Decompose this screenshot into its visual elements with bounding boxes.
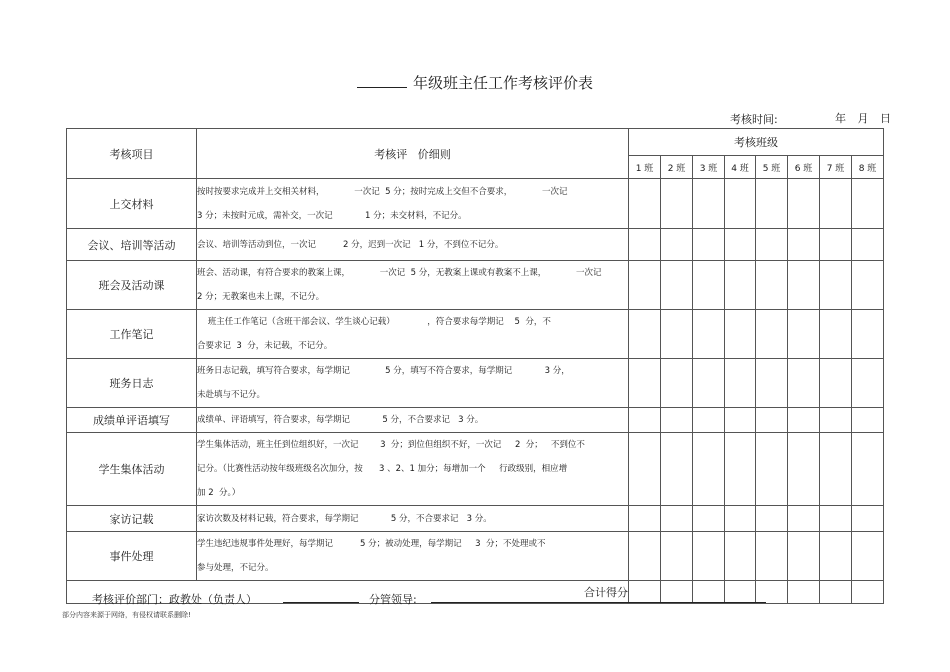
score-cell[interactable] [725, 310, 756, 359]
score-cell[interactable] [725, 408, 756, 433]
rule-line: 班务日志记载，填写符合要求，每学期记 5 分，填写不符合要求，每学期记 3 分， [197, 366, 570, 376]
header-rule: 考核评 价细则 [197, 129, 629, 179]
table-row [67, 310, 884, 359]
score-cell[interactable] [820, 506, 852, 532]
row-item: 家访记载 [67, 506, 197, 532]
table-row [67, 532, 884, 581]
score-cell[interactable] [629, 532, 661, 581]
score-cell[interactable] [693, 359, 725, 408]
table-row [67, 229, 884, 261]
rule-line: 班会、活动课，有符合要求的教案上课， 一次记 5 分，无教案上课或有教案不上课， 一次记 [197, 268, 602, 278]
score-cell[interactable] [693, 408, 725, 433]
score-cell[interactable] [788, 581, 820, 604]
table-row [67, 506, 884, 532]
score-cell[interactable] [788, 229, 820, 261]
leader-label: 分管领导: [369, 593, 417, 606]
score-cell[interactable] [725, 433, 756, 506]
rule-line: 按时按要求完成并上交相关材料， 一次记 5 分；按时完成上交但不合要求， 一次记 [197, 186, 568, 197]
score-cell[interactable] [788, 408, 820, 433]
row-rule [197, 532, 629, 581]
score-cell[interactable] [629, 359, 661, 408]
row-item: 会议、培训等活动 [67, 229, 197, 261]
score-cell[interactable] [756, 408, 788, 433]
row-item: 上交材料 [67, 179, 197, 229]
score-cell[interactable] [852, 229, 884, 261]
score-cell[interactable] [629, 408, 661, 433]
score-cell[interactable] [756, 359, 788, 408]
score-cell[interactable] [756, 310, 788, 359]
score-cell[interactable] [788, 261, 820, 310]
row-rule [197, 310, 629, 359]
score-cell[interactable] [725, 229, 756, 261]
header-item: 考核项目 [67, 129, 197, 179]
score-cell[interactable] [852, 310, 884, 359]
class-header: 1 班 [629, 156, 661, 179]
score-cell[interactable] [629, 179, 661, 229]
score-cell[interactable] [756, 433, 788, 506]
row-rule [197, 229, 629, 261]
header-class-group: 考核班级 [629, 129, 884, 156]
score-cell[interactable] [661, 433, 693, 506]
rule-line: 家访次数及材料记载，符合要求，每学期记 5 分，不合要求记 3 分。 [197, 513, 492, 524]
table-row [67, 408, 884, 433]
table-row [67, 179, 884, 229]
dept-signature-line[interactable] [283, 592, 359, 603]
score-cell[interactable] [725, 359, 756, 408]
score-cell[interactable] [820, 433, 852, 506]
rule-line: 班主任工作笔记（含班干部会议、学生谈心记载） ，符合要求每学期记 5 分，不 [197, 317, 551, 327]
score-cell[interactable] [629, 310, 661, 359]
row-rule [197, 433, 629, 506]
score-cell[interactable] [788, 359, 820, 408]
score-cell[interactable] [852, 532, 884, 581]
score-cell[interactable] [820, 359, 852, 408]
exam-time-label: 考核时间: [730, 113, 778, 126]
score-cell[interactable] [693, 532, 725, 581]
class-header: 8 班 [852, 156, 884, 179]
score-cell[interactable] [788, 179, 820, 229]
score-cell[interactable] [852, 179, 884, 229]
score-cell[interactable] [820, 179, 852, 229]
table-row [67, 261, 884, 310]
score-cell[interactable] [661, 229, 693, 261]
dept-label: 考核评价部门：政教处（负责人） [92, 593, 257, 606]
class-header: 3 班 [693, 156, 725, 179]
score-cell[interactable] [661, 179, 693, 229]
exam-date-units [835, 110, 898, 126]
score-cell[interactable] [852, 359, 884, 408]
row-item: 班会及活动课 [67, 261, 197, 310]
class-header: 6 班 [788, 156, 820, 179]
score-cell[interactable] [820, 408, 852, 433]
score-cell[interactable] [852, 408, 884, 433]
score-cell[interactable] [852, 581, 884, 604]
score-cell[interactable] [820, 229, 852, 261]
score-cell[interactable] [725, 532, 756, 581]
score-cell[interactable] [661, 532, 693, 581]
score-cell[interactable] [756, 532, 788, 581]
score-cell[interactable] [756, 506, 788, 532]
row-item: 工作笔记 [67, 310, 197, 359]
score-cell[interactable] [629, 261, 661, 310]
score-cell[interactable] [852, 506, 884, 532]
rule-line: 加 2 分。） [197, 488, 241, 498]
row-item: 事件处理 [67, 532, 197, 581]
score-cell[interactable] [820, 532, 852, 581]
score-cell[interactable] [661, 506, 693, 532]
score-cell[interactable] [820, 310, 852, 359]
rule-line: 成绩单、评语填写，符合要求，每学期记 5 分，不合要求记 3 分。 [197, 415, 484, 425]
score-cell[interactable] [661, 261, 693, 310]
score-cell[interactable] [661, 408, 693, 433]
row-rule [197, 408, 629, 433]
score-cell[interactable] [725, 506, 756, 532]
score-cell[interactable] [852, 261, 884, 310]
row-item: 学生集体活动 [67, 433, 197, 506]
evaluation-table [66, 128, 884, 604]
rule-line: 未赴填与不记分。 [197, 390, 266, 400]
score-cell[interactable] [693, 229, 725, 261]
rule-line: 记分。（比赛性活动按年级班级名次加分，按 3 、2、1 加分；每增加一个 行政级别，相应增 [197, 464, 568, 474]
score-cell[interactable] [756, 261, 788, 310]
score-cell[interactable] [788, 310, 820, 359]
score-cell[interactable] [629, 433, 661, 506]
leader-signature-line[interactable] [431, 592, 766, 603]
rule-line: 学生集体活动，班主任到位组织好，一次记 3 分；到位但组织不好，一次记 2 分； 不到位不 [197, 440, 585, 450]
form-title: 年级班主任工作考核评价表 [0, 72, 950, 93]
row-rule [197, 179, 629, 229]
score-cell[interactable] [788, 532, 820, 581]
score-cell[interactable] [693, 261, 725, 310]
row-rule [197, 261, 629, 310]
source-note: 部分内容来源于网络，有侵权请联系删除! [62, 611, 191, 619]
score-cell[interactable] [756, 179, 788, 229]
table-row [67, 359, 884, 408]
rule-line: 合要求记 3 分，未记载，不记分。 [197, 341, 333, 351]
score-cell[interactable] [725, 261, 756, 310]
rule-line: 3 分；未按时元成，需补交，一次记 1 分；未交材料，不记分。 [197, 210, 467, 221]
row-rule [197, 359, 629, 408]
score-cell[interactable] [820, 581, 852, 604]
total-score-label: 合计得分 [67, 581, 629, 604]
rule-line: 参与处理，不记分。 [197, 563, 274, 573]
score-cell[interactable] [820, 261, 852, 310]
row-item: 班务日志 [67, 359, 197, 408]
score-cell[interactable] [661, 310, 693, 359]
class-header: 7 班 [820, 156, 852, 179]
rule-line: 学生违纪违规事件处理好，每学期记 5 分；被动处理，每学期记 3 分；不处理或不 [197, 539, 546, 549]
score-cell[interactable] [661, 359, 693, 408]
score-cell[interactable] [725, 179, 756, 229]
class-header: 2 班 [661, 156, 693, 179]
class-header: 5 班 [756, 156, 788, 179]
signature-footer [92, 591, 766, 607]
month-unit: 月 [857, 112, 870, 125]
grade-blank[interactable] [357, 75, 407, 88]
score-cell[interactable] [693, 506, 725, 532]
score-cell[interactable] [693, 310, 725, 359]
class-header: 4 班 [725, 156, 756, 179]
score-cell[interactable] [693, 433, 725, 506]
score-cell[interactable] [788, 506, 820, 532]
year-unit: 年 [835, 112, 847, 125]
day-unit: 日 [880, 112, 892, 125]
score-cell[interactable] [693, 179, 725, 229]
score-cell[interactable] [629, 229, 661, 261]
score-cell[interactable] [756, 229, 788, 261]
score-cell[interactable] [852, 433, 884, 506]
rule-line: 会议、培训等活动到位，一次记 2 分，迟到一次记 1 分，不到位不记分。 [197, 239, 504, 250]
table-row [67, 433, 884, 506]
row-rule [197, 506, 629, 532]
rule-line: 2 分；无教案也未上课，不记分。 [197, 292, 325, 302]
row-item: 成绩单评语填写 [67, 408, 197, 433]
score-cell[interactable] [788, 433, 820, 506]
score-cell[interactable] [629, 506, 661, 532]
